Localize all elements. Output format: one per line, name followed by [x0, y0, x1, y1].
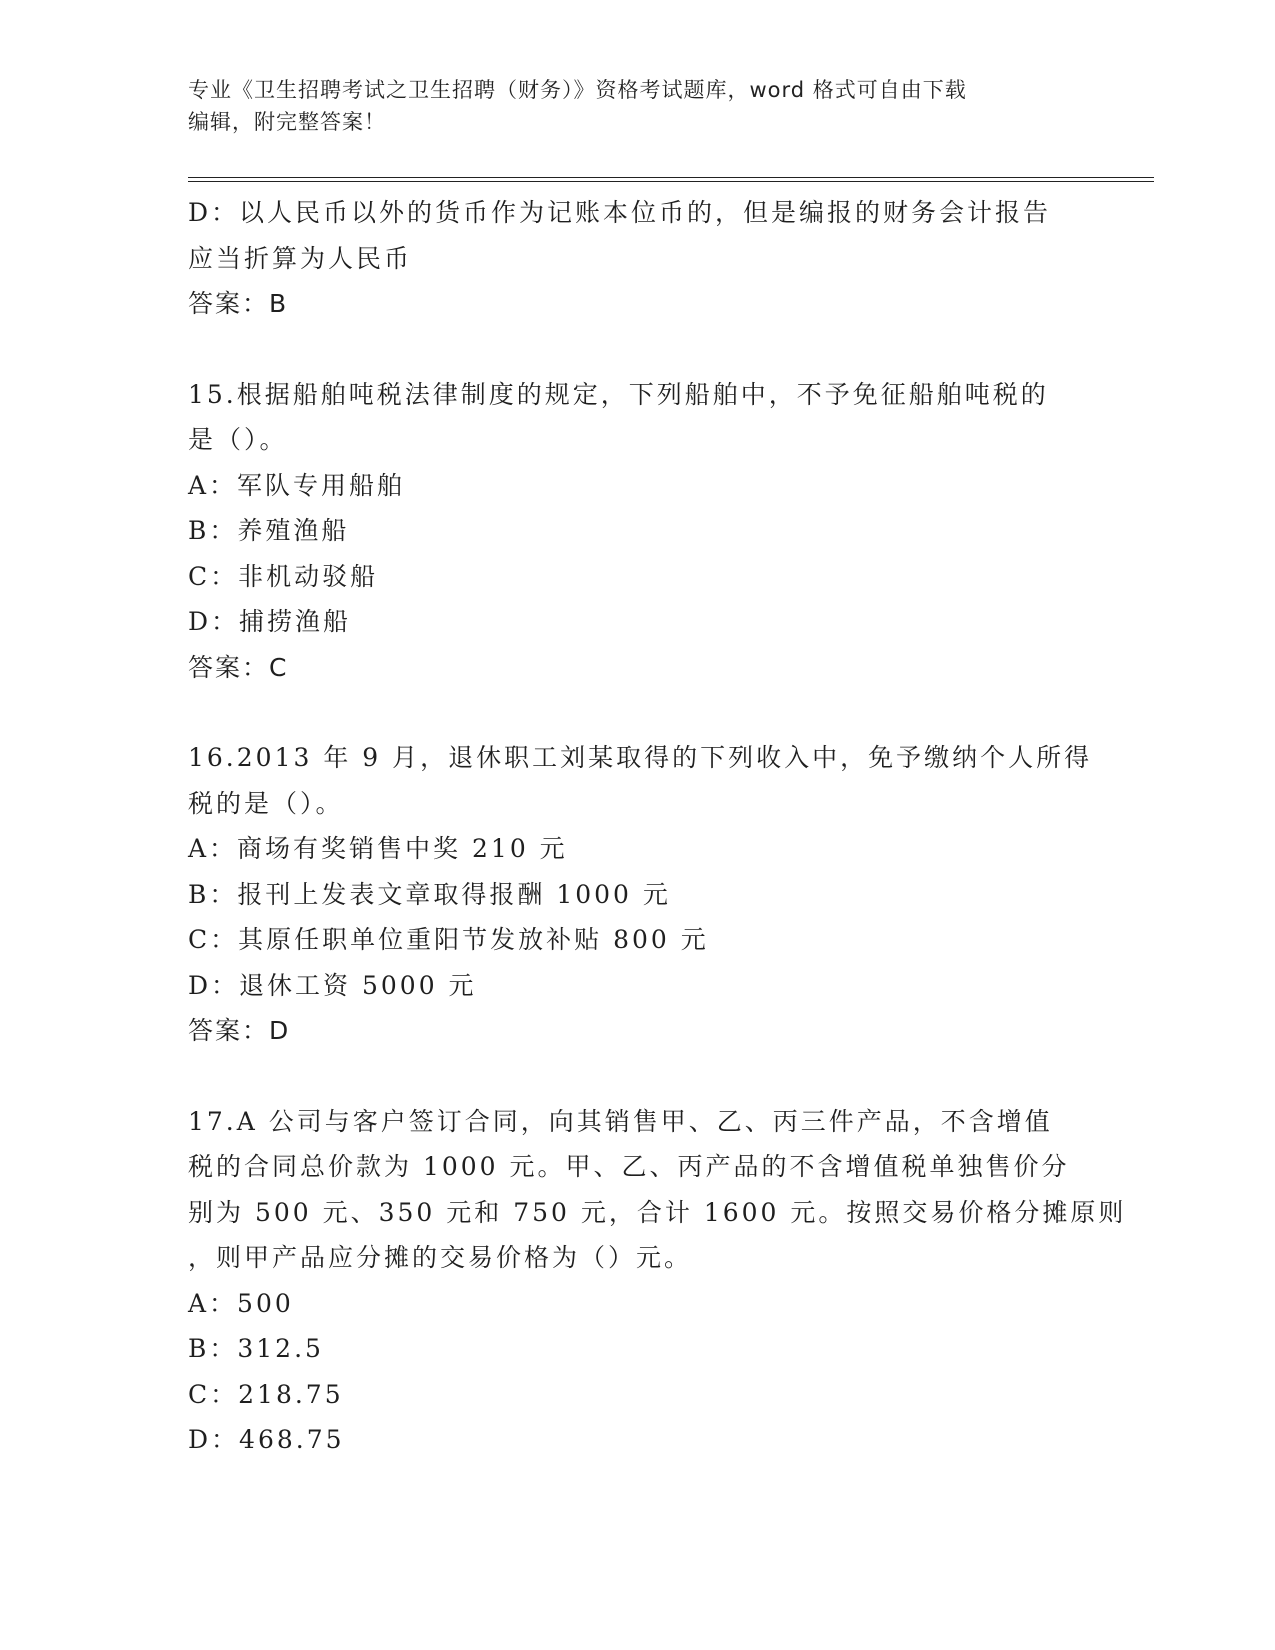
answer-line: 答案：D	[188, 1016, 291, 1045]
option-b: B：报刊上发表文章取得报酬 1000 元	[188, 879, 671, 909]
question-15	[188, 372, 1088, 691]
option-c: C：非机动驳船	[188, 561, 379, 591]
question-stem-line: 是（）。	[188, 425, 288, 454]
document-header	[188, 74, 1068, 138]
option-a: A：500	[188, 1288, 294, 1318]
question-stem-line: 别为 500 元、350 元和 750 元，合计 1600 元。按照交易价格分摊原则	[188, 1197, 1127, 1227]
option-d-line-2: 应当折算为人民币	[188, 243, 413, 273]
answer-line: 答案：C	[188, 652, 289, 682]
question-16	[188, 735, 1093, 1054]
question-stem-line: 税的是（）。	[188, 788, 344, 818]
header-line-2: 编辑，附完整答案！	[188, 110, 386, 134]
option-c: C：其原任职单位重阳节发放补贴 800 元	[188, 925, 709, 954]
option-d-line-1: D：以人民币以外的货币作为记账本位币的，但是编报的财务会计报告	[188, 198, 1052, 227]
option-d: D：退休工资 5000 元	[188, 970, 477, 1000]
question-stem-line: 16.2013 年 9 月，退休职工刘某取得的下列收入中，免予缴纳个人所得	[188, 743, 1093, 772]
option-a: A：商场有奖销售中奖 210 元	[188, 834, 568, 863]
option-b: B：312.5	[188, 1334, 324, 1363]
question-stem-line: 17.A 公司与客户签订合同，向其销售甲、乙、丙三件产品，不含增值	[188, 1106, 1053, 1136]
option-d: D：468.75	[188, 1425, 345, 1454]
header-divider-top	[188, 177, 1154, 178]
option-b: B：养殖渔船	[188, 516, 350, 545]
option-c: C：218.75	[188, 1379, 344, 1409]
option-a: A：军队专用船舶	[188, 470, 406, 500]
header-divider-bottom	[188, 181, 1154, 182]
question-stem-line: ，则甲产品应分摊的交易价格为（）元。	[188, 1243, 693, 1272]
previous-question-tail	[188, 190, 1088, 327]
question-stem-line: 税的合同总价款为 1000 元。甲、乙、丙产品的不含增值税单独售价分	[188, 1152, 1070, 1181]
question-content	[188, 190, 1127, 1463]
answer-line: 答案：B	[188, 289, 289, 318]
question-17	[188, 1099, 1127, 1463]
question-stem-line: 15.根据船舶吨税法律制度的规定，下列船舶中，不予免征船舶吨税的	[188, 379, 1049, 409]
option-d: D：捕捞渔船	[188, 607, 352, 636]
header-line-1: 专业《卫生招聘考试之卫生招聘（财务）》资格考试题库，word 格式可自由下载	[188, 78, 967, 102]
